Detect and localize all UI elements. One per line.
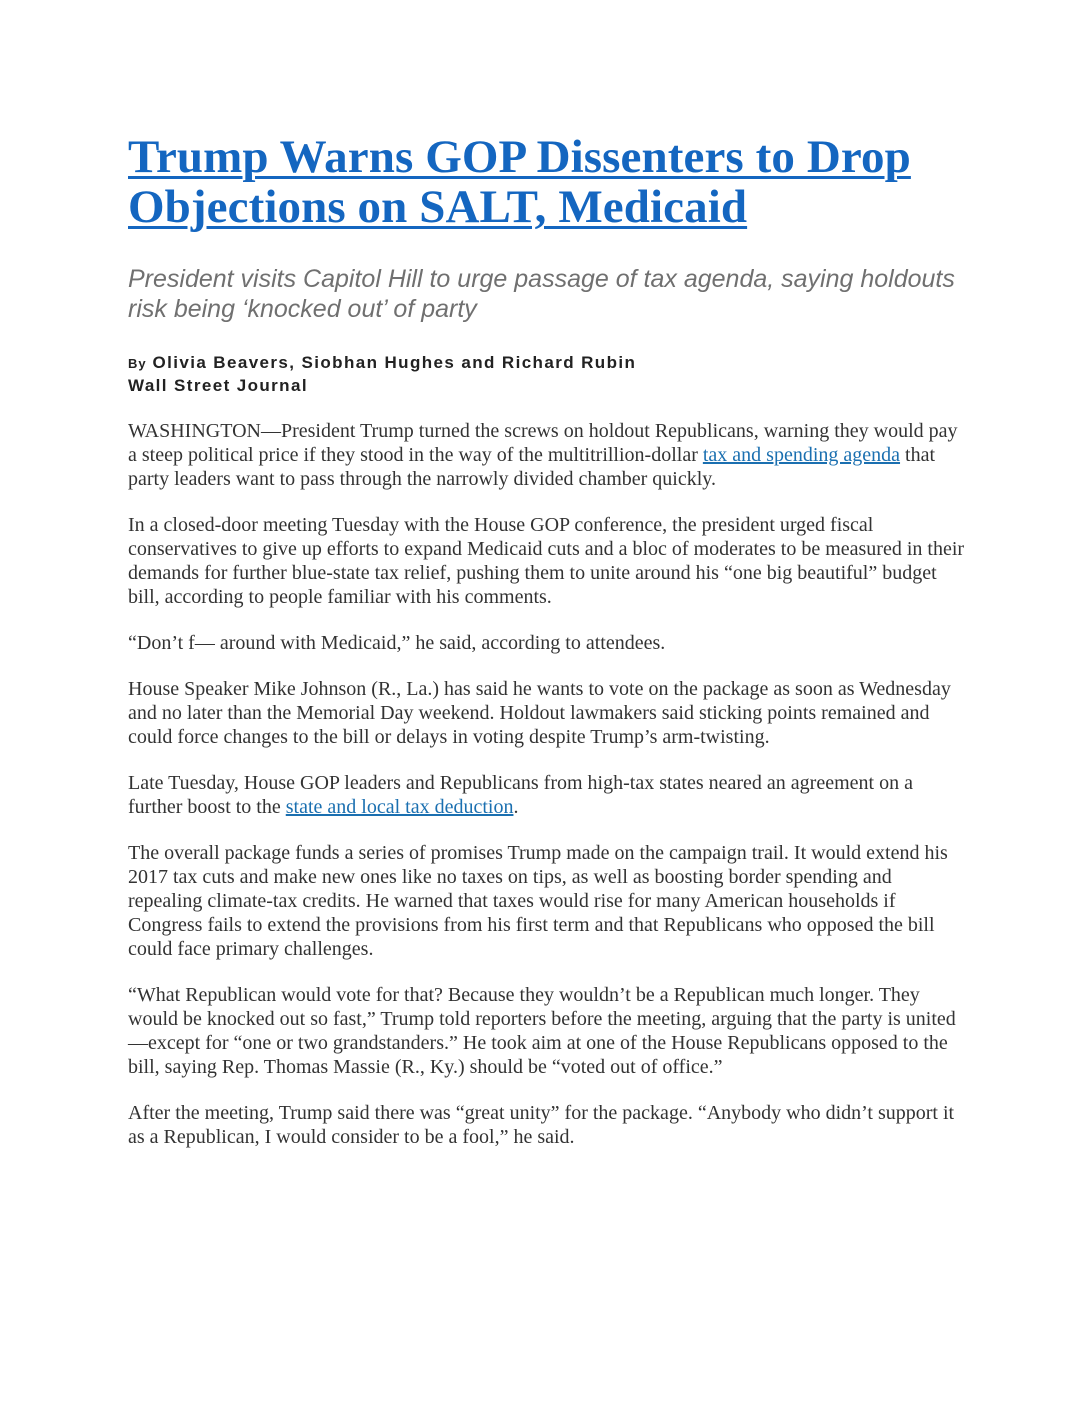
salt-deduction-link[interactable]: state and local tax deduction <box>285 796 514 818</box>
byline-authors-line <box>128 352 968 375</box>
subheadline: President visits Capitol Hill to urge passage of tax agenda, saying holdouts risk being ‘knocked out’ of party <box>128 265 955 323</box>
byline-prefix: By <box>128 356 147 371</box>
paragraph: The overall package funds a series of promises Trump made on the campaign trail. It would extend his 2017 tax cuts and make new ones like no taxes on tips, as well as boosting border spending and repealing climate-tax credits. He warned that taxes would rise for many American households if Congress fails to extend the provisions from his first term and that Republicans who opposed the bill could face primary challenges. <box>128 842 948 960</box>
paragraph-text: WASHINGTON—President Trump turned the screws on holdout Republicans, warning they would pay a steep political price if they stood in the way of the multitrillion-dollar <box>128 420 958 466</box>
paragraph: “Don’t f— around with Medicaid,” he said, according to attendees. <box>128 632 666 654</box>
paragraph: After the meeting, Trump said there was “great unity” for the package. “Anybody who didn’t support it as a Republican, I would consider to be a fool,” he said. <box>128 1102 955 1148</box>
paragraph: In a closed-door meeting Tuesday with the House GOP conference, the president urged fiscal conservatives to give up efforts to expand Medicaid cuts and a bloc of moderates to be measured in their demands for further blue-state tax relief, pushing them to unite around his “one big beautiful” budget bill, according to people familiar with his comments. <box>128 514 965 608</box>
tax-spending-agenda-link[interactable]: tax and spending agenda <box>702 444 901 466</box>
paragraph-text: . <box>513 796 519 818</box>
article <box>128 132 968 1171</box>
paragraph <box>128 771 968 819</box>
byline-authors: Olivia Beavers, Siobhan Hughes and Richard Rubin <box>152 353 637 372</box>
paragraph <box>128 419 968 491</box>
paragraph-text: Late Tuesday, House GOP leaders and Republicans from high-tax states neared an agreement on a further boost to the <box>128 772 913 818</box>
headline-link[interactable]: Trump Warns GOP Dissenters to Drop Objections on SALT, Medicaid <box>128 131 911 233</box>
paragraph: House Speaker Mike Johnson (R., La.) has said he wants to vote on the package as soon as Wednesday and no later than the Memorial Day weekend. Holdout lawmakers said sticking points remained and could force changes to the bill or delays in voting despite Trump’s arm-twisting. <box>128 678 951 748</box>
byline <box>128 352 968 397</box>
article-body <box>128 419 968 1149</box>
paragraph: “What Republican would vote for that? Because they wouldn’t be a Republican much longer. They would be knocked out so fast,” Trump told reporters before the meeting, arguing that the party is united—except for “one or two grandstanders.” He took aim at one of the House Republicans opposed to the bill, saying Rep. Thomas Massie (R., Ky.) should be “voted out of office.” <box>128 984 956 1078</box>
byline-source: Wall Street Journal <box>128 376 308 395</box>
paragraph-text: that party leaders want to pass through the narrowly divided chamber quickly. <box>128 444 936 490</box>
